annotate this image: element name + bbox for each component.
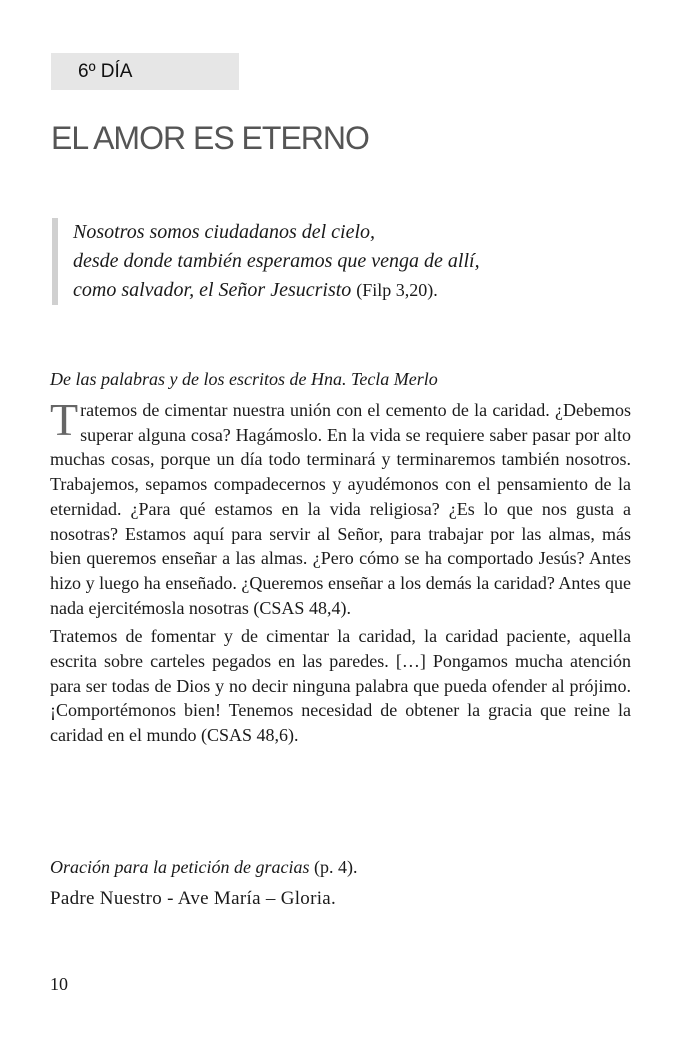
- quote-line: desde donde también esperamos que venga de allí,: [73, 250, 480, 272]
- prayer-title: Oración para la petición de gracias: [50, 857, 310, 877]
- prayer-page-ref: (p. 4).: [309, 857, 358, 877]
- quote-line: [73, 276, 633, 305]
- quote-reference: (Filp 3,20).: [356, 280, 438, 300]
- body-text: [50, 394, 631, 748]
- closing-prayer: Padre Nuestro - Ave María – Gloria.: [50, 888, 337, 909]
- page-number: 10: [50, 974, 68, 994]
- scripture-quote: [52, 218, 633, 305]
- prayer-line: [50, 857, 357, 878]
- quote-line-text: como salvador, el Señor Jesucristo: [73, 279, 352, 301]
- page-title: EL AMOR ES ETERNO: [51, 120, 369, 156]
- source-line: De las palabras y de los escritos de Hna. Tecla Merlo: [50, 369, 438, 389]
- quote-line: Nosotros somos ciudadanos del cielo,: [73, 221, 376, 243]
- day-label: 6º DÍA: [51, 53, 239, 90]
- drop-cap: T: [50, 394, 79, 445]
- paragraph-2: Tratemos de fomentar y de cimentar la caridad, la caridad paciente, aquella escrita sobre carteles pegados en las paredes. […] Pongamos mucha atención para ser todas de Dios y no decir ninguna palabra que pueda ofender al prójimo. ¡Comportémonos bien! Tenemos necesidad de obtener la gracia que reine la caridad en el mundo (CSAS 48,6).: [50, 626, 631, 746]
- paragraph-1-text: ratemos de cimentar nuestra unión con el cemento de la caridad. ¿Debemos superar alguna cosa? Hagámoslo. En la vida se requiere saber pasar por alto muchas cosas, porque un día todo terminará y terminaremos también nosotros. Trabajemos, sepamos compadecernos y ayudémonos con el pensamiento de la eternidad. ¿Para qué estamos en la vida religiosa? ¿Es lo que nos gusta a nosotras? Estamos aquí para servir al Señor, para trabajar por las almas, más bien queremos enseñar a las almas. ¿Pero cómo se ha comportado Jesús? Antes hizo y luego ha enseñado. ¿Queremos enseñar a los demás la caridad? Antes que nada ejercitémosla nosotras (CSAS 48,4).: [50, 400, 631, 618]
- paragraph-1: [50, 394, 631, 620]
